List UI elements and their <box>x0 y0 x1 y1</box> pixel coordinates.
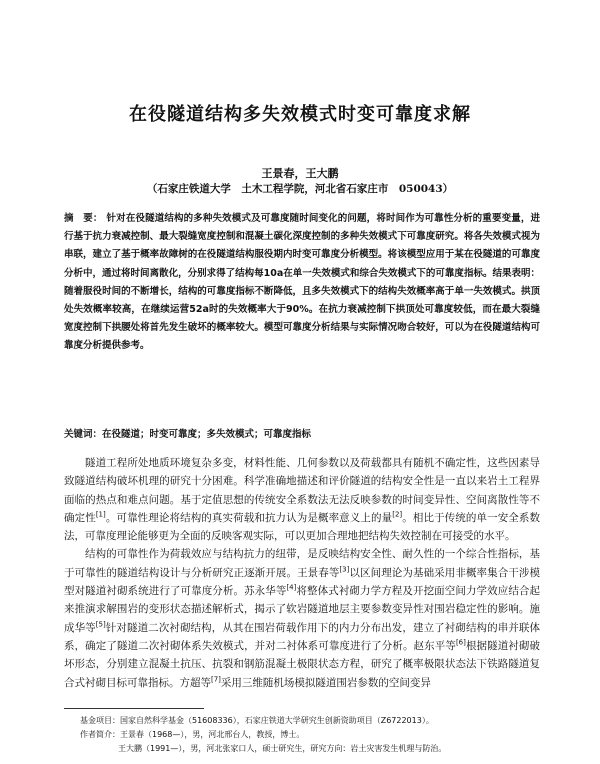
author-list: 王景春，王大鹏 <box>261 167 339 180</box>
keywords <box>64 426 540 440</box>
body-text <box>64 454 540 692</box>
citation-ref: [4] <box>286 583 297 592</box>
abstract-text: 针对在役隧道结构的多种失效模式及可靠度随时间变化的问题，将时间作为可靠性分析的重要变量，进行基于抗力衰减控制、最大裂缝宽度控制和混凝土碳化深度控制的多种失效模式下可靠度研究。将各失效模式视为串联，建立了基于概率故障树的在役隧道结构服役期内时变可靠度分析模型。将该模型应用于某在役隧道的可靠度分析中，通过将时间离散化，分别求得了结构每10a在单一失效模式和综合失效模式下的可靠度指标。结果表明：随着服役时间的不断增长，结构的可靠度指标不断降低，且多失效模式下的结构失效概率高于单一失效模式。拱顶处失效概率较高，在继续运营52a时的失效概率大于90%。在抗力衰减控制下拱顶处可靠度较低，而在最大裂缝宽度控制下拱腰处将首先发生破坏的概率较大。模型可靠度分析结果与实际情况吻合较好，可以为在役隧道结构可靠度分析提供参考。 <box>64 213 540 352</box>
body-paragraph-1: 隧道工程所处地质环境复杂多变，材料性能、几何参数以及荷载都具有随机不确定性，这些因素导致隧道结构破坏机理的研究十分困难。科学准确地描述和评价隧道的结构安全性是一直以来岩土工程界面临的热点和难点问题。基于定值思想的传统安全系数法无法反映参数的时间变异性、空间离散性等不确定性[1]。可靠性理论将结构的真实荷载和抗力认为是概率意义上的量[2]。相比于传统的单一安全系数法，可靠度理论能够更为全面的反映客观实际，可以更加合理地把结构失效控制在可接受的水平。 <box>64 457 541 543</box>
footnote-author1: 作者简介：王景春（1968—），男，河北邢台人，教授，博士。 <box>80 730 305 739</box>
footnote-author2: 王大鹏（1991—），男，河北张家口人，硕士研究生，研究方向：岩土灾害发生机理与防治。 <box>118 744 447 753</box>
citation-ref: [3] <box>339 565 350 574</box>
footnotes <box>80 714 540 756</box>
citation-ref: [7] <box>211 675 221 684</box>
citation-ref: [6] <box>455 638 466 647</box>
keywords-text: 在役隧道；时变可靠度；多失效模式；可靠度指标 <box>102 429 312 440</box>
affiliation: （石家庄铁道大学 土木工程学院，河北省石家庄市 050043） <box>146 183 454 195</box>
citation-ref: [5] <box>95 620 106 629</box>
abstract-label: 摘 要： <box>64 213 103 224</box>
citation-ref: [1] <box>95 510 106 519</box>
paper-title: 在役隧道结构多失效模式时变可靠度求解 <box>129 104 471 125</box>
footnote-divider <box>64 708 204 709</box>
citation-ref: [2] <box>392 510 403 519</box>
body-paragraph-2: 结构的可靠性作为荷载效应与结构抗力的纽带，是反映结构安全性、耐久性的一个综合性指标，基于可靠性的隧道结构设计与分析研究正逐渐开展。王景春等[3]以区间理论为基础采用非概率集合干涉模型对隧道衬砌系统进行了可靠度分析。苏永华等[4]将整体式衬砌力学方程及开挖面空间力学效应结合起来推演求解围岩的变形状态描述解析式，揭示了软岩隧道地层主要参数变异性对围岩稳定性的影响。施成华等[5]针对隧道二次衬砌结构，从其在围岩荷载作用下的内力分布出发，建立了衬砌结构的串并联体系，确定了隧道二次衬砌体系失效模式，并对二衬体系可靠度进行了分析。赵东平等[6]根据隧道衬砌破坏形态，分别建立混凝土抗压、抗裂和钢筋混凝土极限状态方程，研究了概率极限状态法下铁路隧道复合式衬砌目标可靠指标。方超等[7]采用三维随机场模拟隧道围岩参数的空间变异 <box>64 548 541 689</box>
abstract <box>64 210 540 356</box>
footnote-fund: 基金项目：国家自然科学基金（51608336），石家庄铁道大学研究生创新资助项目（Z6722013）。 <box>80 716 434 725</box>
keywords-label: 关键词： <box>64 429 103 440</box>
